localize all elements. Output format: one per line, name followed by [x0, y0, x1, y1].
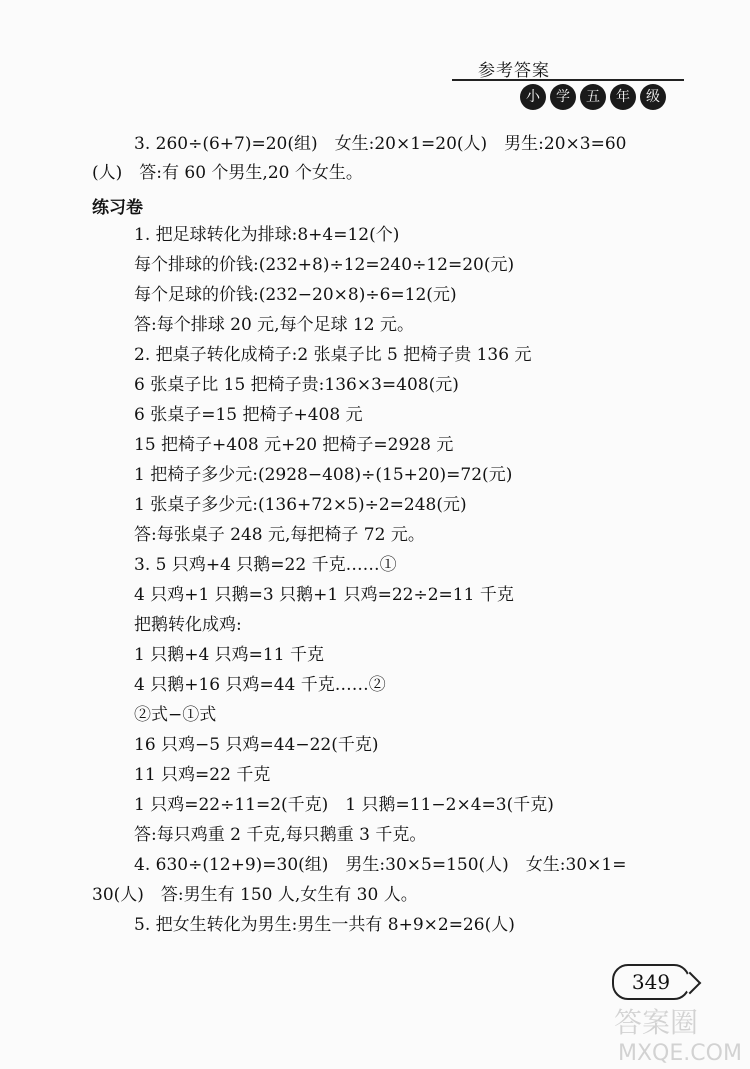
answer-line: 1 只鸡=22÷11=2(千克) 1 只鹅=11−2×4=3(千克) [134, 795, 554, 815]
header-rule [452, 79, 684, 81]
answer-line: 1 张桌子多少元:(136+72×5)÷2=248(元) [134, 495, 467, 515]
grade-badges [520, 84, 666, 110]
answer-line: 3. 5 只鸡+4 只鹅=22 千克……① [134, 555, 397, 575]
answer-line: 11 只鸡=22 千克 [134, 765, 271, 785]
answer-line: 答:每只鸡重 2 千克,每只鹅重 3 千克。 [134, 825, 427, 845]
answer-line: 答:每张桌子 248 元,每把椅子 72 元。 [134, 525, 425, 545]
answer-line: 每个排球的价钱:(232+8)÷12=240÷12=20(元) [134, 255, 515, 275]
header-title: 参考答案 [478, 61, 550, 81]
answer-line: 16 只鸡−5 只鸡=44−22(千克) [134, 735, 379, 755]
grade-badge: 五 [580, 84, 606, 110]
grade-badge: 小 [520, 84, 546, 110]
watermark-text: 答案圈 [614, 1006, 699, 1039]
watermark-logo [606, 1002, 746, 1066]
answer-line: 答:每个排球 20 元,每个足球 12 元。 [134, 315, 415, 335]
section-heading: 练习卷 [92, 198, 143, 218]
answer-line: 4 只鹅+16 只鸡=44 千克……② [134, 675, 386, 695]
answer-line: 4 只鸡+1 只鹅=3 只鹅+1 只鸡=22÷2=11 千克 [134, 585, 514, 605]
answer-line: 6 张桌子比 15 把椅子贵:136×3=408(元) [134, 375, 459, 395]
answer-line: 5. 把女生转化为男生:男生一共有 8+9×2=26(人) [134, 915, 515, 935]
answer-line: 1 把椅子多少元:(2928−408)÷(15+20)=72(元) [134, 465, 513, 485]
answer-line: 1. 把足球转化为排球:8+4=12(个) [134, 225, 400, 245]
answer-line: 2. 把桌子转化成椅子:2 张桌子比 5 把椅子贵 136 元 [134, 345, 532, 365]
answer-line: 6 张桌子=15 把椅子+408 元 [134, 405, 363, 425]
answer-line: 3. 260÷(6+7)=20(组) 女生:20×1=20(人) 男生:20×3=60 [134, 134, 627, 154]
answer-line: 4. 630÷(12+9)=30(组) 男生:30×5=150(人) 女生:30×1= [134, 855, 627, 875]
watermark-url: MXQE.COM [618, 1041, 742, 1066]
answer-line: ②式−①式 [134, 705, 217, 725]
answer-line: 每个足球的价钱:(232−20×8)÷6=12(元) [134, 285, 457, 305]
grade-badge: 级 [640, 84, 666, 110]
answer-line: 15 把椅子+408 元+20 把椅子=2928 元 [134, 435, 454, 455]
answer-line: 把鹅转化成鸡: [134, 615, 242, 635]
grade-badge: 学 [550, 84, 576, 110]
answer-line: (人) 答:有 60 个男生,20 个女生。 [92, 163, 363, 183]
answer-line: 1 只鹅+4 只鸡=11 千克 [134, 645, 324, 665]
page-number: 349 [612, 964, 690, 1000]
answer-line: 30(人) 答:男生有 150 人,女生有 30 人。 [92, 885, 418, 905]
grade-badge: 年 [610, 84, 636, 110]
